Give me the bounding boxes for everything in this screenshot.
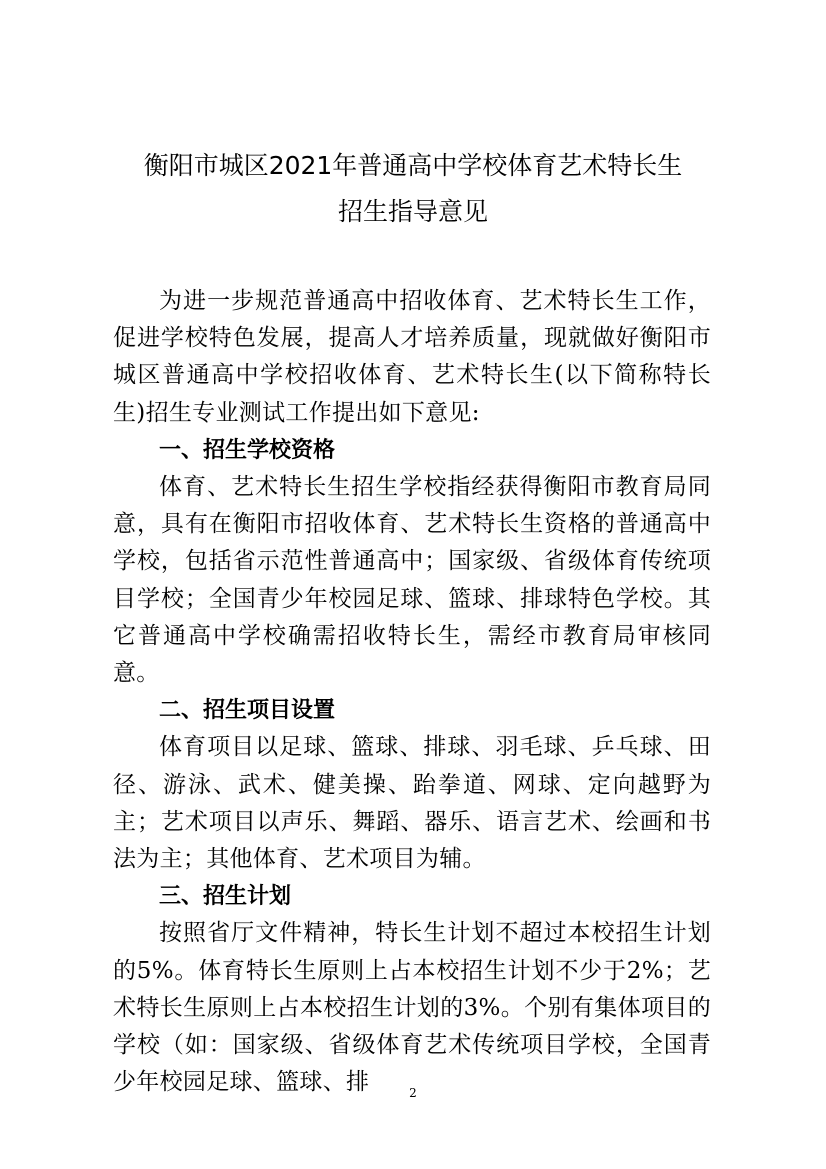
intro-paragraph: 为进一步规范普通高中招收体育、艺术特长生工作，促进学校特色发展，提高人才培养质量，现就做好衡阳市城区普通高中学校招收体育、艺术特长生(以下简称特长生)招生专业测试工作提出如下意见:: [113, 288, 711, 426]
document-title-line-1: 衡阳市城区2021年普通高中学校体育艺术特长生: [143, 151, 683, 180]
section-heading-projects: 二、招生项目设置: [159, 698, 336, 724]
section-text-eligibility: 体育、艺术特长生招生学校指经获得衡阳市教育局同意，具有在衡阳市招收体育、艺术特长生资格的普通高中学校，包括省示范性普通高中；国家级、省级体育传统项目学校；全国青少年校园足球、篮球、排球特色学校。其它普通高中学校确需招收特长生，需经市教育局审核同意。: [113, 474, 711, 687]
document-body: [113, 283, 711, 1101]
section-text-projects: 体育项目以足球、篮球、排球、羽毛球、乒乓球、田径、游泳、武术、健美操、跆拳道、网球、定向越野为主；艺术项目以声乐、舞蹈、器乐、语言艺术、绘画和书法为主；其他体育、艺术项目为辅。: [113, 734, 711, 873]
section-text-plan: 按照省厅文件精神，特长生计划不超过本校招生计划的5%。体育特长生原则上占本校招生计划不少于2%；艺术特长生原则上占本校招生计划的3%。个别有集体项目的学校（如：国家级、省级体育艺术传统项目学校，全国青少年校园足球、篮球、排: [113, 920, 711, 1096]
section-heading-plan: 三、招生计划: [159, 884, 292, 910]
page-number: 2: [409, 1086, 417, 1100]
document-title-line-2: 招生指导意见: [337, 197, 488, 226]
section-heading-eligibility: 一、招生学校资格: [159, 437, 336, 463]
